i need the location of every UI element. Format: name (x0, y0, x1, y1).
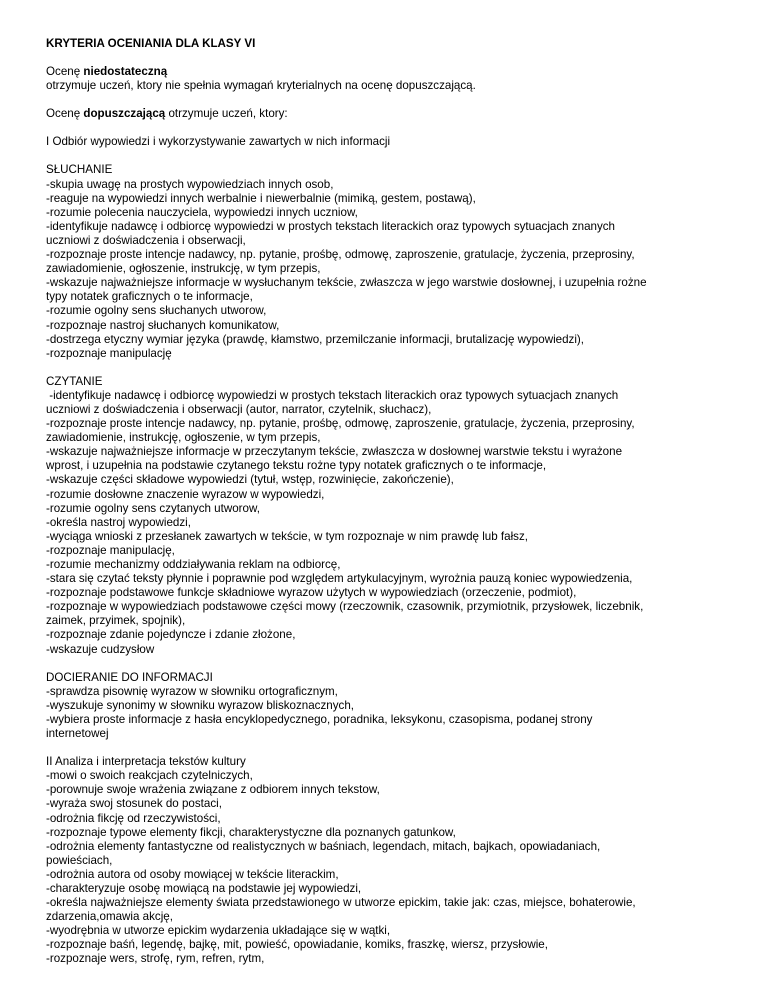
list-item: -dostrzega etyczny wymiar języka (prawdę, kłamstwo, przemilczanie informacji, brutalizację wypowiedzi), (46, 332, 584, 346)
list-item: -wyszukuje synonimy w słowniku wyrazow bliskoznacznych, (46, 698, 354, 712)
list-item: -sprawdza pisownię wyrazow w słowniku ortograficznym, (46, 684, 338, 698)
list-item: -wskazuje cudzysłow (46, 642, 155, 656)
list-item: -rozumie dosłowne znaczenie wyrazow w wypowiedzi, (46, 487, 325, 501)
list-item: uczniowi z doświadczenia i obserwacji, (46, 233, 246, 247)
info-heading: DOCIERANIE DO INFORMACJI (46, 670, 213, 684)
document-title: KRYTERIA OCENIANIA DLA KLASY VI (46, 37, 256, 50)
list-item: -rozumie ogolny sens słuchanych utworow, (46, 304, 267, 318)
list-item: -wyraża swoj stosunek do postaci, (46, 797, 222, 811)
listening-heading: SŁUCHANIE (46, 163, 113, 177)
list-item: -identyfikuje nadawcę i odbiorcę wypowiedzi w prostych tekstach literackich oraz typowych sytuacjach znanych (46, 219, 616, 233)
list-item: -wyciąga wnioski z przesłanek zawartych w tekście, w tym rozpoznaje w nim prawdę lub fałsz, (46, 529, 528, 543)
list-item: -wybiera proste informacje z hasła encyklopedycznego, poradnika, leksykonu, czasopisma, podanej strony (46, 712, 593, 726)
list-item: -odrożnia autora od osoby mowiącej w tekście literackim, (46, 867, 339, 881)
list-item: -rozpoznaje baśń, legendę, bajkę, mit, powieść, opowiadanie, komiks, fraszkę, wiersz, przysłowie, (46, 938, 548, 952)
list-item: -charakteryzuje osobę mowiącą na podstawie jej wypowiedzi, (46, 881, 362, 895)
grade-pass-suffix: otrzymuje uczeń, ktory: (165, 107, 288, 121)
list-item: -skupia uwagę na prostych wypowiedziach innych osob, (46, 177, 334, 191)
listening-items (46, 178, 722, 361)
grade-pass-block (46, 107, 722, 121)
list-item: zaimek, przyimek, spojnik), (46, 614, 186, 628)
list-item: -określa najważniejsze elementy świata przedstawionego w utworze epickim, takie jak: czas, miejsce, bohaterowie, (46, 896, 636, 910)
list-item: zawiadomienie, instrukcję, ogłoszenie, w tym przepis, (46, 431, 321, 445)
list-item: -stara się czytać teksty płynnie i poprawnie pod względem artykulacyjnym, wyrożnia pauzą koniec wypowiedzenia, (46, 572, 633, 586)
list-item: zawiadomienie, ogłoszenie, instrukcję, w tym przepis, (46, 262, 321, 276)
list-item: -rozpoznaje proste intencje nadawcy, np. pytanie, prośbę, odmowę, zaproszenie, gratulacje, życzenia, przeprosiny, (46, 417, 635, 431)
list-item: powieściach, (46, 853, 113, 867)
list-item: -wskazuje najważniejsze informacje w przeczytanym tekście, zwłaszcza w dosłownej warstwie tekstu i wyrażone (46, 445, 623, 459)
list-item: -rozpoznaje nastroj słuchanych komunikatow, (46, 318, 280, 332)
listening-section (46, 163, 722, 360)
list-item: -wyodrębnia w utworze epickim wydarzenia układające się w wątki, (46, 924, 391, 938)
grade-insufficient-bold: niedostateczną (83, 65, 168, 79)
section1-title: I Odbiór wypowiedzi i wykorzystywanie zawartych w nich informacji (46, 135, 391, 149)
list-item: -mowi o swoich reakcjach czytelniczych, (46, 769, 253, 783)
list-item: -odrożnia fikcję od rzeczywistości, (46, 811, 221, 825)
list-item: -rozpoznaje proste intencje nadawcy, np. pytanie, prośbę, odmowę, zaproszenie, gratulacje, życzenia, przeprosiny, (46, 248, 635, 262)
list-item: uczniowi z doświadczenia i obserwacji (autor, narrator, czytelnik, słuchacz), (46, 402, 432, 416)
grade-insufficient-line (46, 65, 722, 79)
list-item: -określa nastroj wypowiedzi, (46, 515, 191, 529)
list-item: -rozpoznaje w wypowiedziach podstawowe części mowy (rzeczownik, czasownik, przymiotnik, przysłowek, liczebnik, (46, 600, 644, 614)
info-items (46, 685, 722, 741)
analysis-items (46, 769, 722, 966)
reading-section (46, 375, 722, 657)
list-item: -rozumie ogolny sens czytanych utworow, (46, 501, 260, 515)
analysis-heading: II Analiza i interpretacja tekstów kultury (46, 755, 246, 769)
list-item: -rozpoznaje manipulację, (46, 543, 175, 557)
reading-items (46, 389, 722, 657)
grade-insufficient-prefix: Ocenę (46, 65, 84, 79)
info-section (46, 671, 722, 741)
list-item: -wskazuje najważniejsze informacje w wysłuchanym tekście, zwłaszcza w jego warstwie dosłownej, i uzupełnia rożne (46, 276, 647, 290)
grade-insufficient-description: otrzymuje uczeń, ktory nie spełnia wymagań kryterialnych na ocenę dopuszczającą. (46, 79, 476, 93)
list-item: -rozumie polecenia nauczyciela, wypowiedzi innych uczniow, (46, 205, 358, 219)
analysis-section (46, 755, 722, 966)
list-item: -rozpoznaje typowe elementy fikcji, charakterystyczne dla poznanych gatunkow, (46, 825, 456, 839)
list-item: -identyfikuje nadawcę i odbiorcę wypowiedzi w prostych tekstach literackich oraz typowych sytuacjach znanych (46, 388, 619, 402)
list-item: -rozpoznaje podstawowe funkcje składniowe wyrazow użytych w wypowiedziach (orzeczenie, podmiot), (46, 586, 577, 600)
grade-pass-prefix: Ocenę (46, 107, 84, 121)
list-item: -rozumie mechanizmy oddziaływania reklam na odbiorcę, (46, 558, 341, 571)
list-item: zdarzenia,omawia akcję, (46, 910, 173, 924)
list-item: internetowej (46, 727, 109, 741)
list-item: wprost, i uzupełnia na podstawie czytanego tekstu rożne typy notatek graficznych o te informacje, (46, 459, 547, 473)
list-item: typy notatek graficznych o te informacje, (46, 290, 253, 304)
list-item: -rozpoznaje manipulację (46, 346, 172, 360)
list-item: -wskazuje części składowe wypowiedzi (tytuł, wstęp, rozwinięcie, zakończenie), (46, 473, 454, 487)
list-item: -rozpoznaje zdanie pojedyncze i zdanie złożone, (46, 628, 296, 642)
list-item: -rozpoznaje wers, strofę, rym, refren, rytm, (46, 952, 265, 966)
list-item: -reaguje na wypowiedzi innych werbalnie i niewerbalnie (mimiką, gestem, postawą), (46, 191, 476, 205)
list-item: -odrożnia elementy fantastyczne od realistycznych w baśniach, legendach, mitach, bajkach, opowiadaniach, (46, 839, 601, 853)
grade-pass-bold: dopuszczającą (83, 107, 166, 121)
grade-insufficient-block (46, 65, 722, 93)
list-item: -porownuje swoje wrażenia związane z odbiorem innych tekstow, (46, 783, 380, 797)
reading-heading: CZYTANIE (46, 374, 103, 388)
